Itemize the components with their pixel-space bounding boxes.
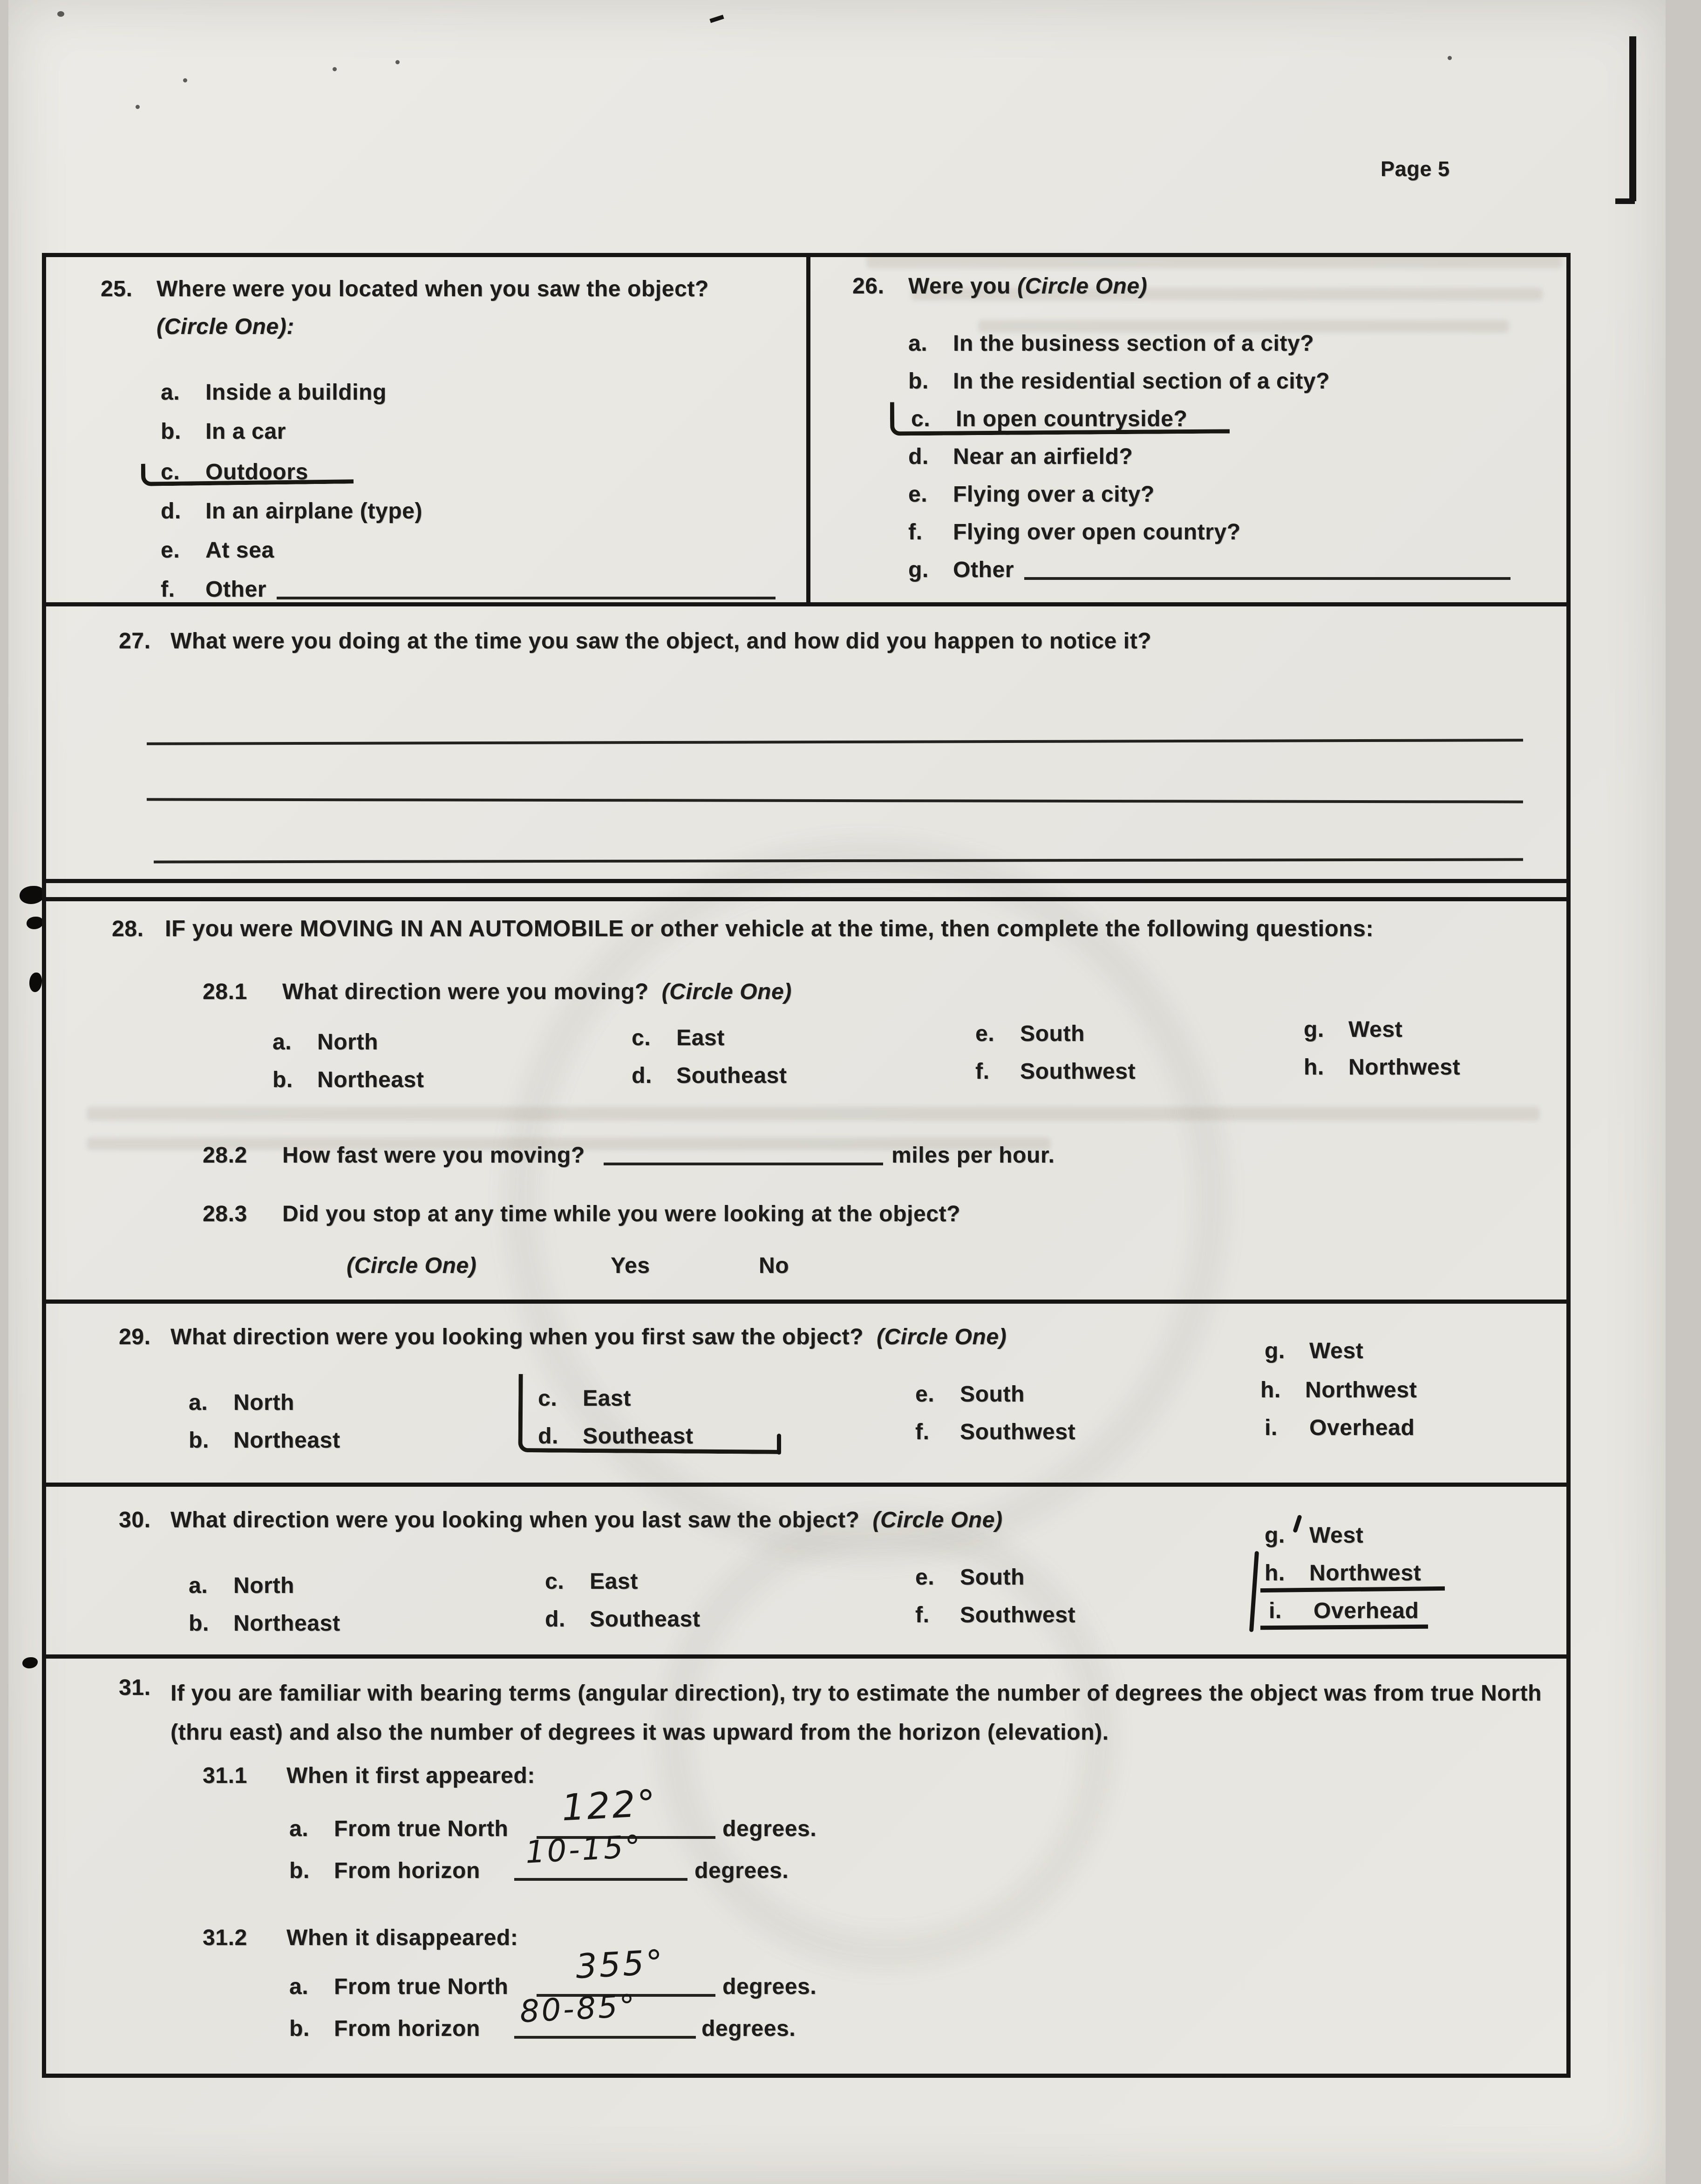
q31-2a-handwritten-value: 355° [574, 1943, 666, 1987]
q30-option-b [189, 1611, 340, 1638]
option-label: West [1309, 1340, 1364, 1364]
q28-2-blank [604, 1143, 883, 1165]
q31-1-number: 31.1 [203, 1765, 247, 1789]
option-letter: c. [161, 461, 180, 485]
q28-3-no: No [759, 1255, 789, 1279]
scan-speck [395, 60, 400, 64]
q28-option-a [272, 1030, 378, 1056]
q25-number: 25. [101, 278, 133, 302]
q25-option-a [161, 380, 387, 407]
q25-option-e [161, 538, 274, 565]
option-label: In the business section of a city? [953, 333, 1314, 356]
q31-2a-suffix: degrees. [722, 1976, 817, 2000]
q25-option-d [161, 499, 422, 525]
option-letter: d. [545, 1608, 565, 1632]
option-letter: f. [975, 1061, 990, 1084]
q31-1a-row [289, 1817, 508, 1843]
q25-option-f [161, 577, 266, 604]
option-label: Flying over a city? [953, 483, 1155, 507]
option-label: Southwest [960, 1421, 1076, 1445]
q29-option-h [1260, 1378, 1417, 1404]
option-label: In a car [205, 421, 286, 444]
option-letter: b. [272, 1069, 293, 1093]
q26-other-blank [1024, 558, 1510, 580]
option-label: West [1348, 1019, 1403, 1042]
option-label: Northeast [317, 1069, 424, 1093]
option-label: Southwest [1020, 1061, 1136, 1084]
q28-2-title: How fast were you moving? [282, 1144, 585, 1168]
option-label: Overhead [1309, 1417, 1415, 1441]
q30-option-c [545, 1569, 638, 1596]
q27-title: What were you doing at the time you saw the object, and how did you happen to notice it? [170, 630, 1152, 654]
q31-2b-row [289, 2016, 480, 2043]
q31-title: If you are familiar with bearing terms (angular direction), try to estimate the number of degrees the object was from true North (thru east) and also the number of degrees it was upward from the horizon (elevation). [170, 1682, 1542, 1745]
option-label: Inside a building [205, 381, 387, 405]
q29-number: 29. [119, 1326, 151, 1350]
q30-option-g [1265, 1523, 1363, 1550]
q27-answer-line-3 [154, 838, 1523, 863]
option-letter: g. [1265, 1340, 1285, 1364]
option-label: Southeast [590, 1608, 701, 1632]
q31-2b-suffix: degrees. [701, 2018, 796, 2041]
section-divider [42, 1300, 1571, 1304]
option-label: Southeast [583, 1425, 694, 1449]
section-divider [42, 602, 1571, 606]
q31-1b-row [289, 1858, 480, 1885]
q29-answer-mark-hook [777, 1434, 781, 1455]
option-label: Near an airfield? [953, 446, 1133, 469]
section-divider [42, 897, 1571, 901]
option-label: Overhead [1313, 1600, 1419, 1624]
q25-other-blank [277, 577, 776, 599]
option-label: Other [205, 578, 267, 602]
option-label: North [233, 1575, 294, 1599]
option-letter: f. [915, 1421, 930, 1445]
row-label: From horizon [334, 1860, 480, 1884]
q30-title [170, 1508, 1003, 1534]
q25-option-b [161, 419, 286, 446]
q28-title: IF you were MOVING IN AN AUTOMOBILE or other vehicle at the time, then complete the following questions: [165, 917, 1374, 942]
q28-3-yes: Yes [611, 1255, 650, 1279]
q28-2-suffix: miles per hour. [891, 1144, 1055, 1168]
option-letter: e. [975, 1023, 995, 1047]
option-letter: h. [1304, 1056, 1324, 1080]
q29-title [170, 1325, 1007, 1351]
option-letter: c. [545, 1571, 565, 1594]
q29-option-g [1265, 1339, 1363, 1365]
q28-option-g [1304, 1017, 1402, 1044]
q28-3-number: 28.3 [203, 1203, 247, 1227]
option-letter: i. [1265, 1417, 1278, 1441]
option-label: Northwest [1348, 1056, 1461, 1080]
q25-answer-mark [141, 461, 354, 486]
option-label: East [583, 1388, 631, 1411]
option-letter: a. [289, 1818, 309, 1842]
q30-circle-one: (Circle One) [872, 1509, 1003, 1533]
q28-1-circle-one: (Circle One) [661, 981, 792, 1005]
option-letter: a. [289, 1976, 309, 2000]
q28-3-title: Did you stop at any time while you were looking at the object? [282, 1203, 961, 1227]
option-letter: d. [632, 1065, 652, 1089]
q28-option-e [975, 1021, 1085, 1048]
page-number: Page 5 [1381, 158, 1450, 182]
option-letter: a. [161, 381, 180, 405]
q30-number: 30. [119, 1509, 151, 1533]
option-letter: b. [189, 1429, 209, 1453]
q26-option-a [908, 331, 1314, 358]
q29-option-f [915, 1420, 1075, 1446]
q30-option-h [1265, 1561, 1421, 1587]
option-letter: f. [161, 578, 175, 602]
q25-q26-divider [806, 253, 810, 604]
q26-option-g [908, 558, 1014, 584]
option-label: West [1309, 1524, 1364, 1548]
q26-option-e [908, 482, 1155, 509]
option-letter: f. [915, 1604, 930, 1628]
section-divider [42, 1483, 1571, 1487]
option-label: In open countryside? [956, 408, 1188, 432]
option-label: North [317, 1031, 378, 1055]
option-label: At sea [205, 539, 274, 563]
q29-answer-mark [518, 1374, 781, 1454]
q31-1b-handwritten-value: 10-15° [524, 1830, 644, 1871]
option-label: Northwest [1309, 1562, 1422, 1586]
q26-answer-mark [890, 400, 1230, 435]
q28-1-title [282, 980, 792, 1006]
option-label: In an airplane (type) [205, 500, 423, 524]
option-letter: h. [1260, 1379, 1281, 1403]
option-label: In the residential section of a city? [953, 370, 1330, 394]
option-letter: a. [272, 1031, 292, 1055]
q29-title-text: What direction were you looking when you first saw the object? [170, 1326, 864, 1350]
option-letter: d. [538, 1425, 558, 1449]
q30-title-text: What direction were you looking when you last saw the object? [170, 1509, 860, 1533]
q25-title: Where were you located when you saw the object? [156, 278, 709, 302]
option-letter: i. [1269, 1600, 1282, 1624]
option-letter: a. [908, 333, 928, 356]
q30-option-d [545, 1607, 700, 1633]
option-letter: g. [1265, 1524, 1285, 1548]
q29-option-i [1265, 1415, 1415, 1442]
q29-option-b [189, 1428, 340, 1455]
row-label: From horizon [334, 2018, 480, 2041]
row-label: From true North [334, 1976, 509, 2000]
option-label: Southeast [676, 1065, 787, 1089]
option-label: Southwest [960, 1604, 1076, 1628]
q31-2-title: When it disappeared: [286, 1927, 518, 1951]
scan-speck [333, 67, 337, 71]
option-letter: g. [1304, 1019, 1324, 1042]
q27-answer-line-1 [147, 719, 1523, 745]
q30-option-a [189, 1573, 294, 1600]
scan-speck [136, 105, 140, 109]
option-label: North [233, 1392, 294, 1415]
q27-number: 27. [119, 630, 151, 654]
q30-option-e [915, 1565, 1025, 1592]
q26-title-text: Were you [908, 275, 1011, 299]
q29-option-a [189, 1390, 294, 1417]
q31-1a-handwritten-value: 122° [560, 1783, 659, 1830]
q30-option-i [1269, 1599, 1419, 1625]
option-letter: b. [908, 370, 929, 394]
q26-option-f [908, 520, 1241, 546]
q29-circle-one: (Circle One) [876, 1326, 1007, 1350]
q28-option-b [272, 1068, 424, 1094]
q31-2b-handwritten-value: 80-85° [519, 1989, 638, 2031]
option-label: South [960, 1383, 1025, 1407]
option-label: Northwest [1305, 1379, 1417, 1403]
option-label: South [960, 1566, 1025, 1590]
option-letter: e. [161, 539, 180, 563]
q28-option-h [1304, 1055, 1460, 1082]
option-label: South [1020, 1023, 1085, 1047]
option-letter: b. [161, 421, 181, 444]
q26-option-d [908, 444, 1133, 471]
q28-option-c [632, 1026, 725, 1052]
q28-1-title-text: What direction were you moving? [282, 981, 649, 1005]
option-letter: c. [911, 408, 931, 432]
scan-edge-artifact [1629, 36, 1636, 201]
q27-answer-line-2 [147, 778, 1523, 803]
q26-circle-one: (Circle One) [1017, 275, 1148, 299]
q31-2-number: 31.2 [203, 1927, 247, 1951]
q31-1a-suffix: degrees. [722, 1818, 817, 1842]
q28-3-circle-one: (Circle One) [347, 1255, 477, 1279]
q29-option-e [915, 1382, 1025, 1408]
scan-speck [1448, 56, 1452, 60]
q28-1-number: 28.1 [203, 981, 247, 1005]
scan-speck [57, 11, 64, 17]
q31-1-title: When it first appeared: [286, 1765, 535, 1789]
q26-option-b [908, 369, 1330, 395]
q30-option-f [915, 1603, 1075, 1629]
option-letter: g. [908, 559, 929, 583]
option-letter: e. [908, 483, 928, 507]
option-letter: f. [908, 521, 923, 545]
option-label: Northeast [233, 1429, 340, 1453]
option-letter: e. [915, 1383, 935, 1407]
q28-number: 28. [112, 918, 144, 942]
option-letter: d. [908, 446, 929, 469]
q26-number: 26. [852, 275, 885, 299]
option-letter: a. [189, 1575, 208, 1599]
option-letter: b. [289, 1860, 310, 1884]
q28-option-f [975, 1059, 1136, 1086]
option-letter: d. [161, 500, 181, 524]
option-letter: c. [538, 1388, 558, 1411]
q25-circle-one: (Circle One): [156, 316, 294, 340]
row-label: From true North [334, 1818, 509, 1842]
option-letter: b. [289, 2018, 310, 2041]
scan-edge-artifact [1615, 198, 1635, 204]
option-label: Northeast [233, 1612, 340, 1636]
section-divider [42, 879, 1571, 883]
section-divider [42, 1654, 1571, 1659]
q28-2-number: 28.2 [203, 1144, 247, 1168]
option-label: East [590, 1571, 638, 1594]
option-letter: h. [1265, 1562, 1285, 1586]
option-label: East [676, 1027, 725, 1051]
q28-option-d [632, 1063, 787, 1090]
q31-2a-row [289, 1974, 508, 2001]
option-label: Flying over open country? [953, 521, 1241, 545]
option-letter: e. [915, 1566, 935, 1590]
q26-title [908, 274, 1147, 300]
option-letter: b. [189, 1612, 209, 1636]
option-label: Outdoors [205, 461, 308, 485]
q31-number: 31. [119, 1677, 151, 1701]
option-letter: c. [632, 1027, 651, 1051]
q31-1b-suffix: degrees. [694, 1860, 789, 1884]
option-letter: a. [189, 1392, 208, 1415]
option-label: Other [953, 559, 1014, 583]
scan-speck [183, 78, 187, 82]
